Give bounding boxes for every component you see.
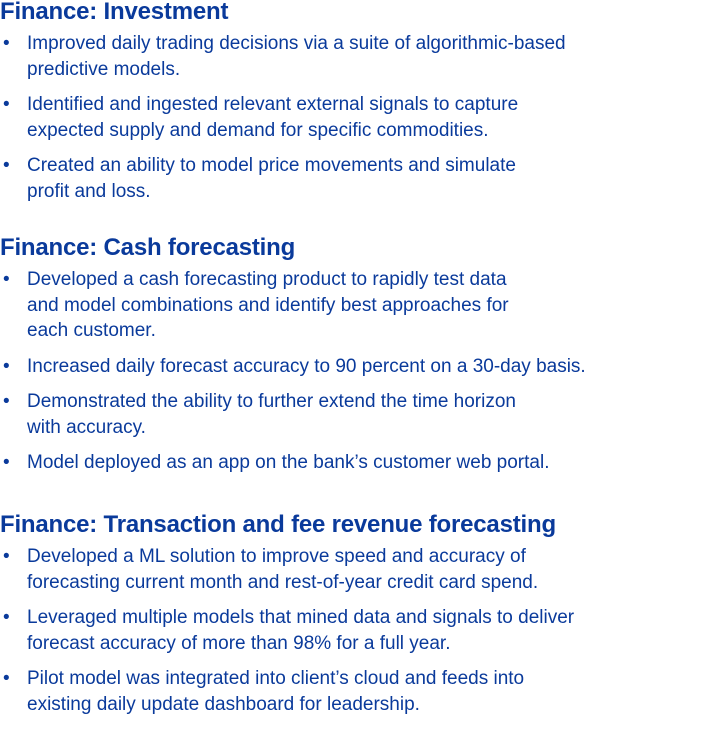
list-item	[0, 31, 718, 82]
list-item-text: Developed a cash forecasting product to rapidly test data and model combinations and identify best approaches for each customer.	[27, 269, 509, 341]
list-item	[0, 389, 718, 440]
bullet-icon: •	[3, 452, 10, 473]
bullet-list	[0, 267, 718, 476]
bullet-icon: •	[3, 155, 10, 176]
list-item	[0, 354, 718, 380]
bullet-icon: •	[3, 668, 10, 689]
list-item	[0, 153, 718, 204]
bullet-list	[0, 31, 718, 204]
list-item-text: Improved daily trading decisions via a suite of algorithmic-based predictive models.	[27, 33, 566, 80]
bullet-list	[0, 544, 718, 717]
list-item-text: Increased daily forecast accuracy to 90 percent on a 30-day basis.	[27, 355, 586, 377]
list-item	[0, 605, 718, 656]
list-item	[0, 450, 718, 476]
section-cash-forecasting	[0, 234, 718, 476]
list-item	[0, 92, 718, 143]
list-item-text: Leveraged multiple models that mined data and signals to deliver forecast accuracy of more than 98% for a full year.	[27, 607, 575, 654]
bullet-icon: •	[3, 607, 10, 628]
bullet-icon: •	[3, 33, 10, 54]
bullet-icon: •	[3, 94, 10, 115]
section-heading: Finance: Transaction and fee revenue forecasting	[0, 511, 556, 538]
list-item-text: Pilot model was integrated into client’s cloud and feeds into existing daily update dashboard for leadership.	[27, 668, 525, 715]
list-item-text: Identified and ingested relevant external signals to capture expected supply and demand for specific commodities.	[27, 94, 519, 141]
list-item	[0, 267, 718, 344]
bullet-icon: •	[3, 355, 10, 377]
section-investment	[0, 0, 718, 204]
list-item-text: Developed a ML solution to improve speed and accuracy of forecasting current month and rest-of-year credit card spend.	[27, 546, 539, 593]
list-item-text: Model deployed as an app on the bank’s customer web portal.	[27, 452, 550, 473]
list-item-text: Created an ability to model price movements and simulate profit and loss.	[27, 155, 516, 202]
list-item	[0, 666, 718, 717]
bullet-icon: •	[3, 269, 10, 290]
list-item	[0, 544, 718, 595]
section-heading: Finance: Investment	[0, 0, 229, 25]
section-heading: Finance: Cash forecasting	[0, 234, 296, 261]
bullet-icon: •	[3, 546, 10, 567]
bullet-icon: •	[3, 391, 10, 412]
list-item-text: Demonstrated the ability to further extend the time horizon with accuracy.	[27, 391, 516, 438]
section-transaction-fee-forecasting	[0, 511, 718, 717]
